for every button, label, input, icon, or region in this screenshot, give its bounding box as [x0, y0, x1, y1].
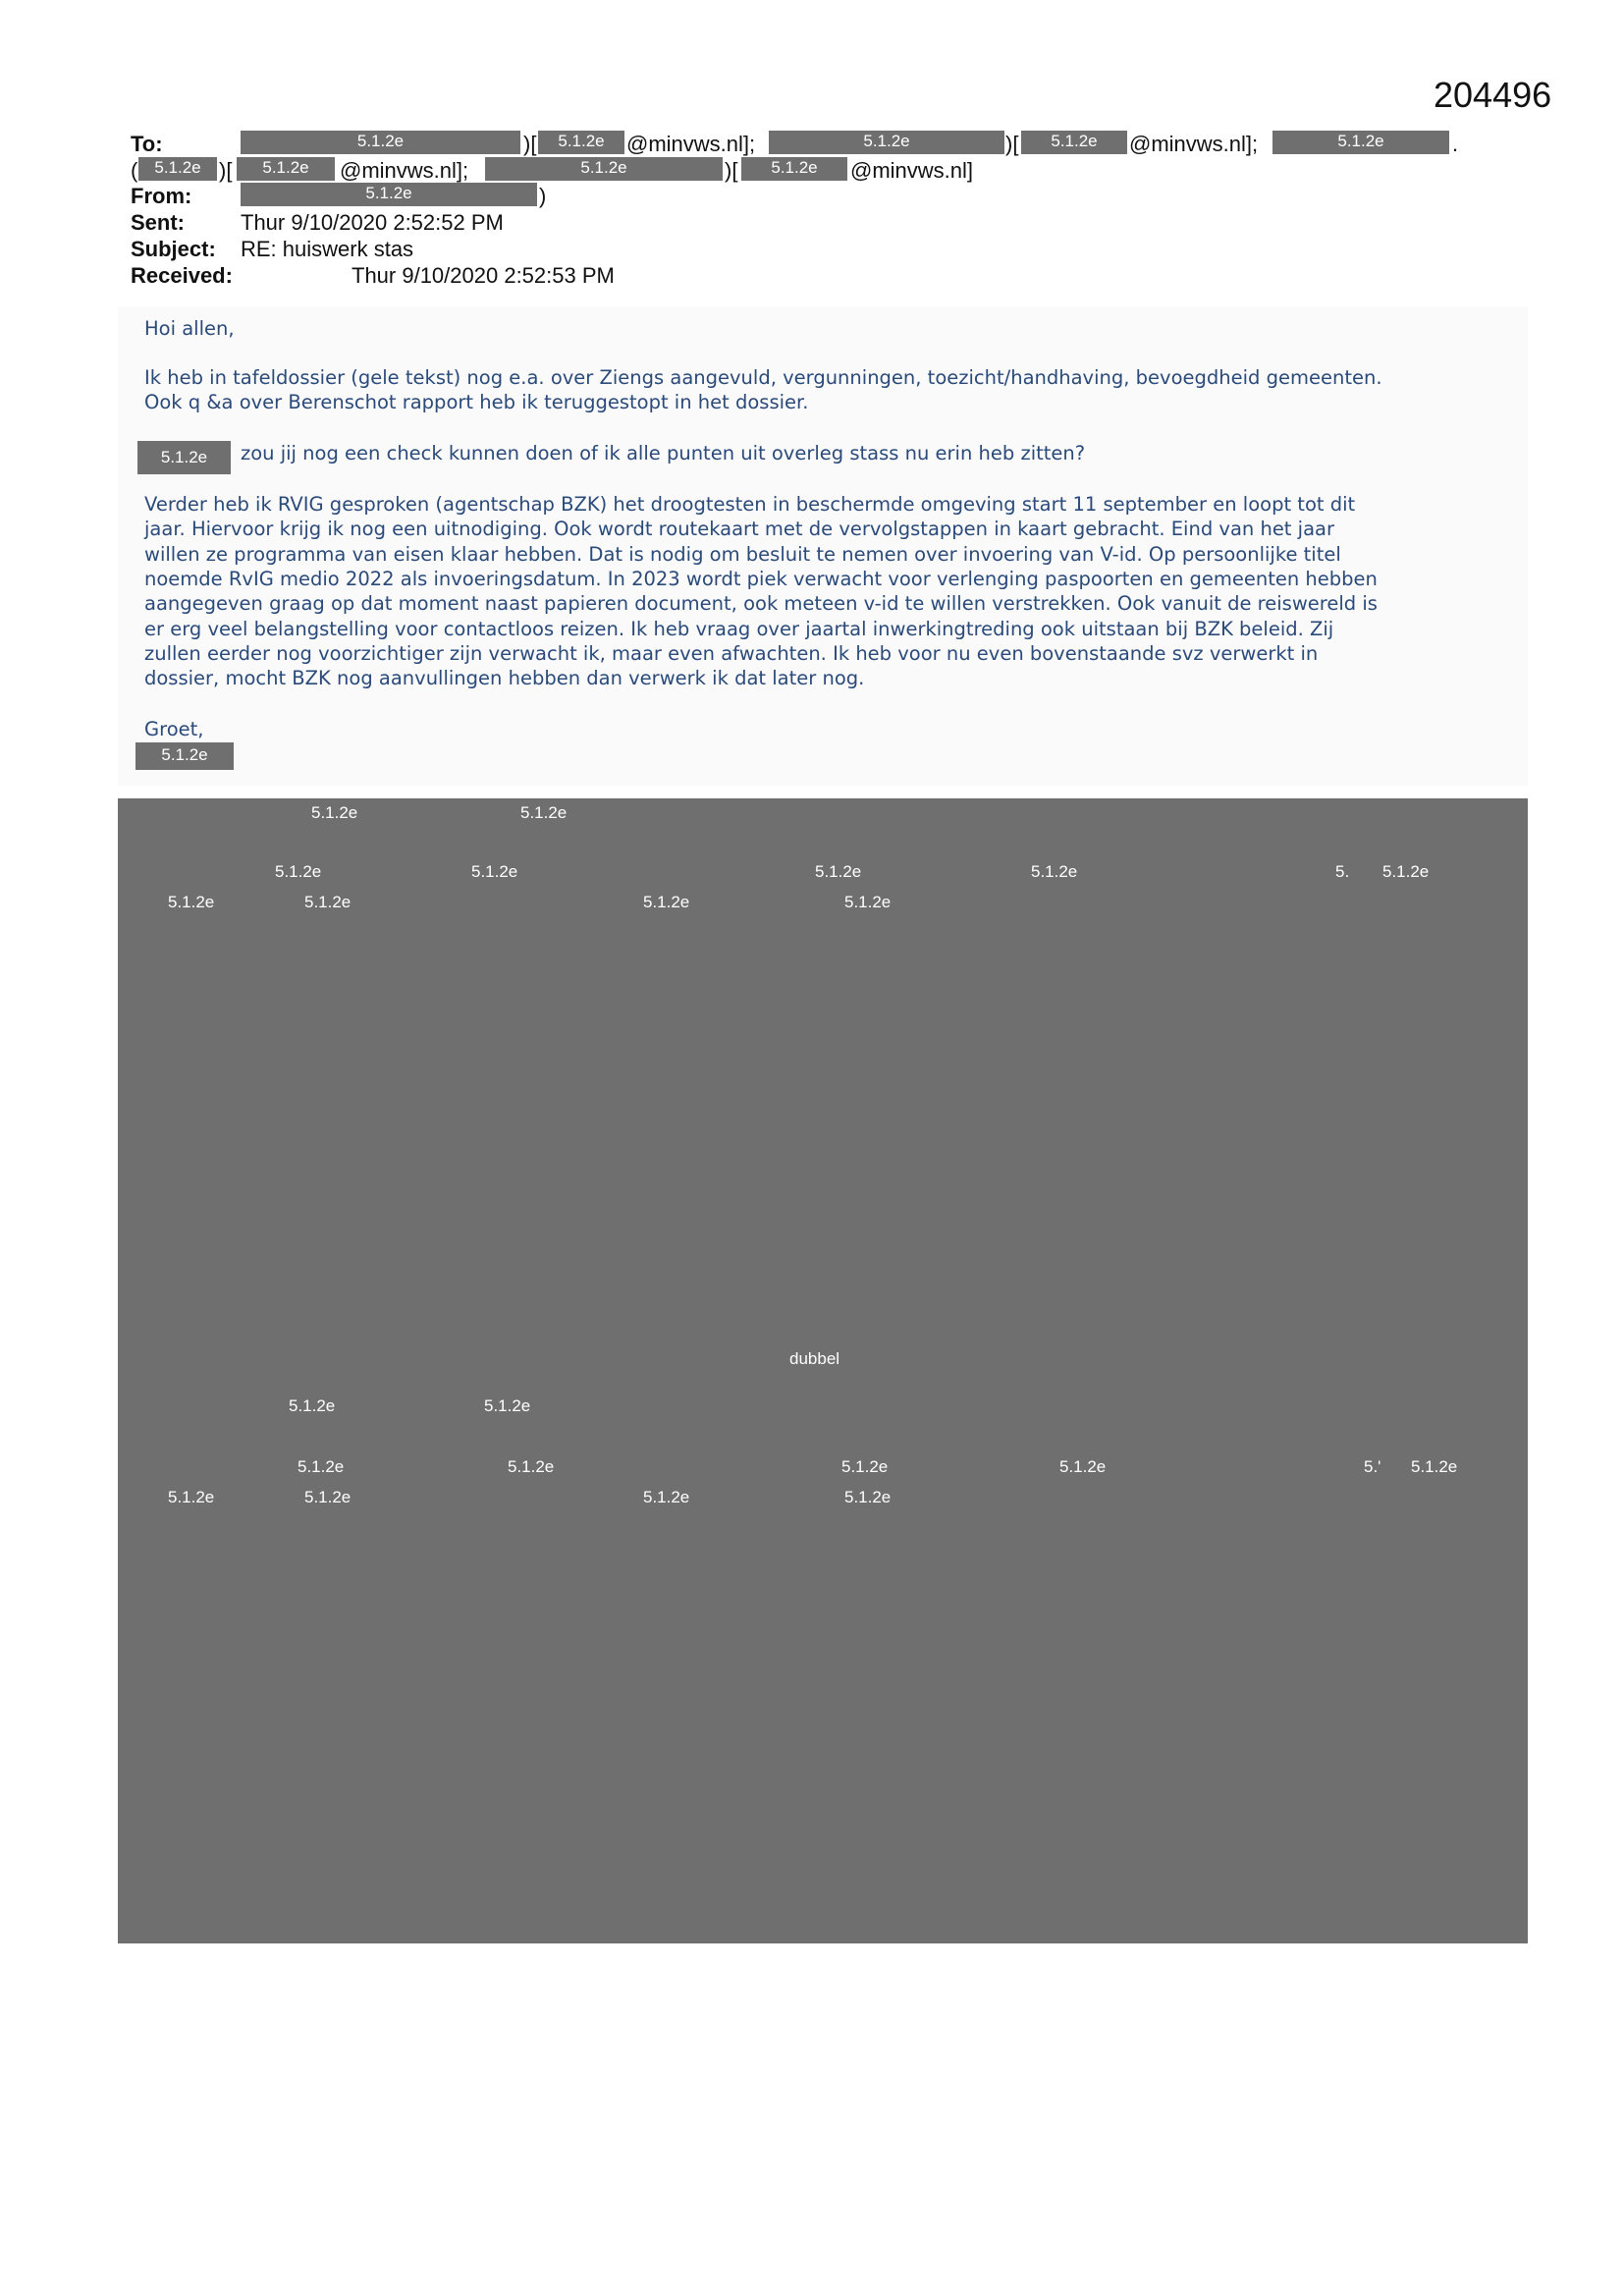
redaction-box: 5.1.2e: [137, 441, 231, 474]
paragraph-line: er erg veel belangstelling voor contactloos reizen. Ik heb vraag over jaartal inwerkingtreding ook uitstaan bij BZK beleid. Zij: [144, 618, 1334, 640]
redaction-box: 5.1.2e: [241, 183, 537, 206]
redaction-tag: 5.1.2e: [471, 862, 518, 881]
redaction-tag: 5.1.2e: [844, 1488, 892, 1506]
received-row: [131, 263, 233, 289]
redaction-tag: 5.1.2e: [304, 893, 352, 911]
redaction-tag: 5.1.2e: [1059, 1457, 1107, 1476]
bracket-text: )[: [219, 158, 233, 183]
from-label: From:: [131, 184, 192, 208]
redaction-box: 5.1.2e: [769, 131, 1004, 154]
redaction-tag: 5.1.2e: [508, 1457, 555, 1476]
paragraph-line: Ook q &a over Berenschot rapport heb ik teruggestopt in het dossier.: [144, 391, 809, 413]
redaction-box: 5.1.2e: [485, 157, 723, 181]
paragraph-line: dossier, mocht BZK nog aanvullingen hebben dan verwerk ik dat later nog.: [144, 667, 865, 689]
redaction-tag-truncated: 5.: [1335, 862, 1350, 881]
subject-value: RE: huiswerk stas: [241, 237, 414, 261]
redaction-tag: 5.1.2e: [168, 893, 215, 911]
redaction-tag: 5.1.2e: [841, 1457, 889, 1476]
redaction-box: 5.1.2e: [138, 157, 217, 181]
to-label: To:: [131, 132, 163, 156]
redaction-tag: 5.1.2e: [304, 1488, 352, 1506]
to-row: [131, 132, 163, 157]
received-label: Received:: [131, 263, 233, 288]
greeting: Hoi allen,: [144, 317, 235, 340]
redaction-box: 5.1.2e: [538, 131, 624, 154]
redaction-tag: 5.1.2e: [643, 893, 690, 911]
bracket-text: )[: [523, 132, 537, 156]
email-domain: @minvws.nl];: [1129, 132, 1259, 156]
from-row: [131, 184, 191, 209]
redacted-block: [118, 798, 1528, 1943]
punctuation: ): [539, 184, 547, 208]
email-domain: @minvws.nl];: [340, 158, 469, 183]
redaction-tag: 5.1.2e: [1382, 862, 1430, 881]
redaction-tag: 5.1.2e: [275, 862, 322, 881]
punctuation: (: [131, 158, 138, 183]
redaction-tag: 5.1.2e: [298, 1457, 345, 1476]
paragraph-line: Ik heb in tafeldossier (gele tekst) nog e.a. over Ziengs aangevuld, vergunningen, toezicht/handhaving, bevoegdheid gemeenten.: [144, 366, 1382, 389]
paragraph-line: willen ze programma van eisen klaar hebben. Dat is nodig om besluit te nemen over invoering van V-id. Op persoonlijke titel: [144, 543, 1341, 566]
redaction-box: 5.1.2e: [1272, 131, 1449, 154]
paragraph-line: Verder heb ik RVIG gesproken (agentschap BZK) het droogtesten in beschermde omgeving start 11 september en loopt tot dit: [144, 493, 1356, 516]
document-number: 204496: [1434, 75, 1552, 115]
redaction-tag: 5.1.2e: [520, 803, 568, 822]
bracket-text: )[: [725, 158, 738, 183]
sent-row: [131, 210, 185, 236]
email-header: [0, 0, 1624, 304]
paragraph-line: noemde RvIG medio 2022 als invoeringsdatum. In 2023 wordt piek verwacht voor verlenging paspoorten en gemeenten hebben: [144, 568, 1378, 590]
redaction-box: 5.1.2e: [741, 157, 847, 181]
paragraph-line: zullen eerder nog voorzichtiger zijn verwacht ik, maar even afwachten. Ik heb voor nu even bovenstaande svz verwerkt in: [144, 642, 1319, 665]
sent-value: Thur 9/10/2020 2:52:52 PM: [241, 210, 504, 235]
duplicate-label: dubbel: [789, 1349, 840, 1368]
redaction-tag: 5.1.2e: [311, 803, 358, 822]
received-value: Thur 9/10/2020 2:52:53 PM: [352, 263, 615, 288]
redaction-box: 5.1.2e: [241, 131, 520, 154]
bracket-text: )[: [1005, 132, 1019, 156]
redaction-box: 5.1.2e: [237, 157, 335, 181]
redaction-tag-truncated: 5.': [1364, 1457, 1381, 1476]
redaction-tag: 5.1.2e: [289, 1396, 336, 1415]
paragraph-line: aangegeven graag op dat moment naast papieren document, ook meteen v-id te willen verstrekken. Ook vanuit de reiswereld is: [144, 592, 1378, 615]
redaction-box: 5.1.2e: [135, 742, 234, 770]
redaction-box: 5.1.2e: [1021, 131, 1127, 154]
redaction-tag: 5.1.2e: [168, 1488, 215, 1506]
paragraph-line: jaar. Hiervoor krijg ik nog een uitnodiging. Ook wordt routekaart met de vervolgstappen in kaart gebracht. Eind van het jaar: [144, 518, 1334, 540]
email-domain: @minvws.nl];: [626, 132, 756, 156]
sent-label: Sent:: [131, 210, 185, 235]
redaction-tag: 5.1.2e: [815, 862, 862, 881]
redaction-tag: 5.1.2e: [484, 1396, 531, 1415]
subject-row: [131, 237, 216, 262]
subject-label: Subject:: [131, 237, 216, 261]
redaction-tag: 5.1.2e: [844, 893, 892, 911]
closing: Groet,: [144, 718, 204, 740]
redaction-tag: 5.1.2e: [643, 1488, 690, 1506]
email-domain-last: @minvws.nl]: [850, 158, 974, 183]
question-line: zou jij nog een check kunnen doen of ik alle punten uit overleg stass nu erin heb zitten?: [241, 442, 1086, 465]
redaction-tag: 5.1.2e: [1411, 1457, 1458, 1476]
redaction-tag: 5.1.2e: [1031, 862, 1078, 881]
punctuation: .: [1452, 132, 1459, 156]
